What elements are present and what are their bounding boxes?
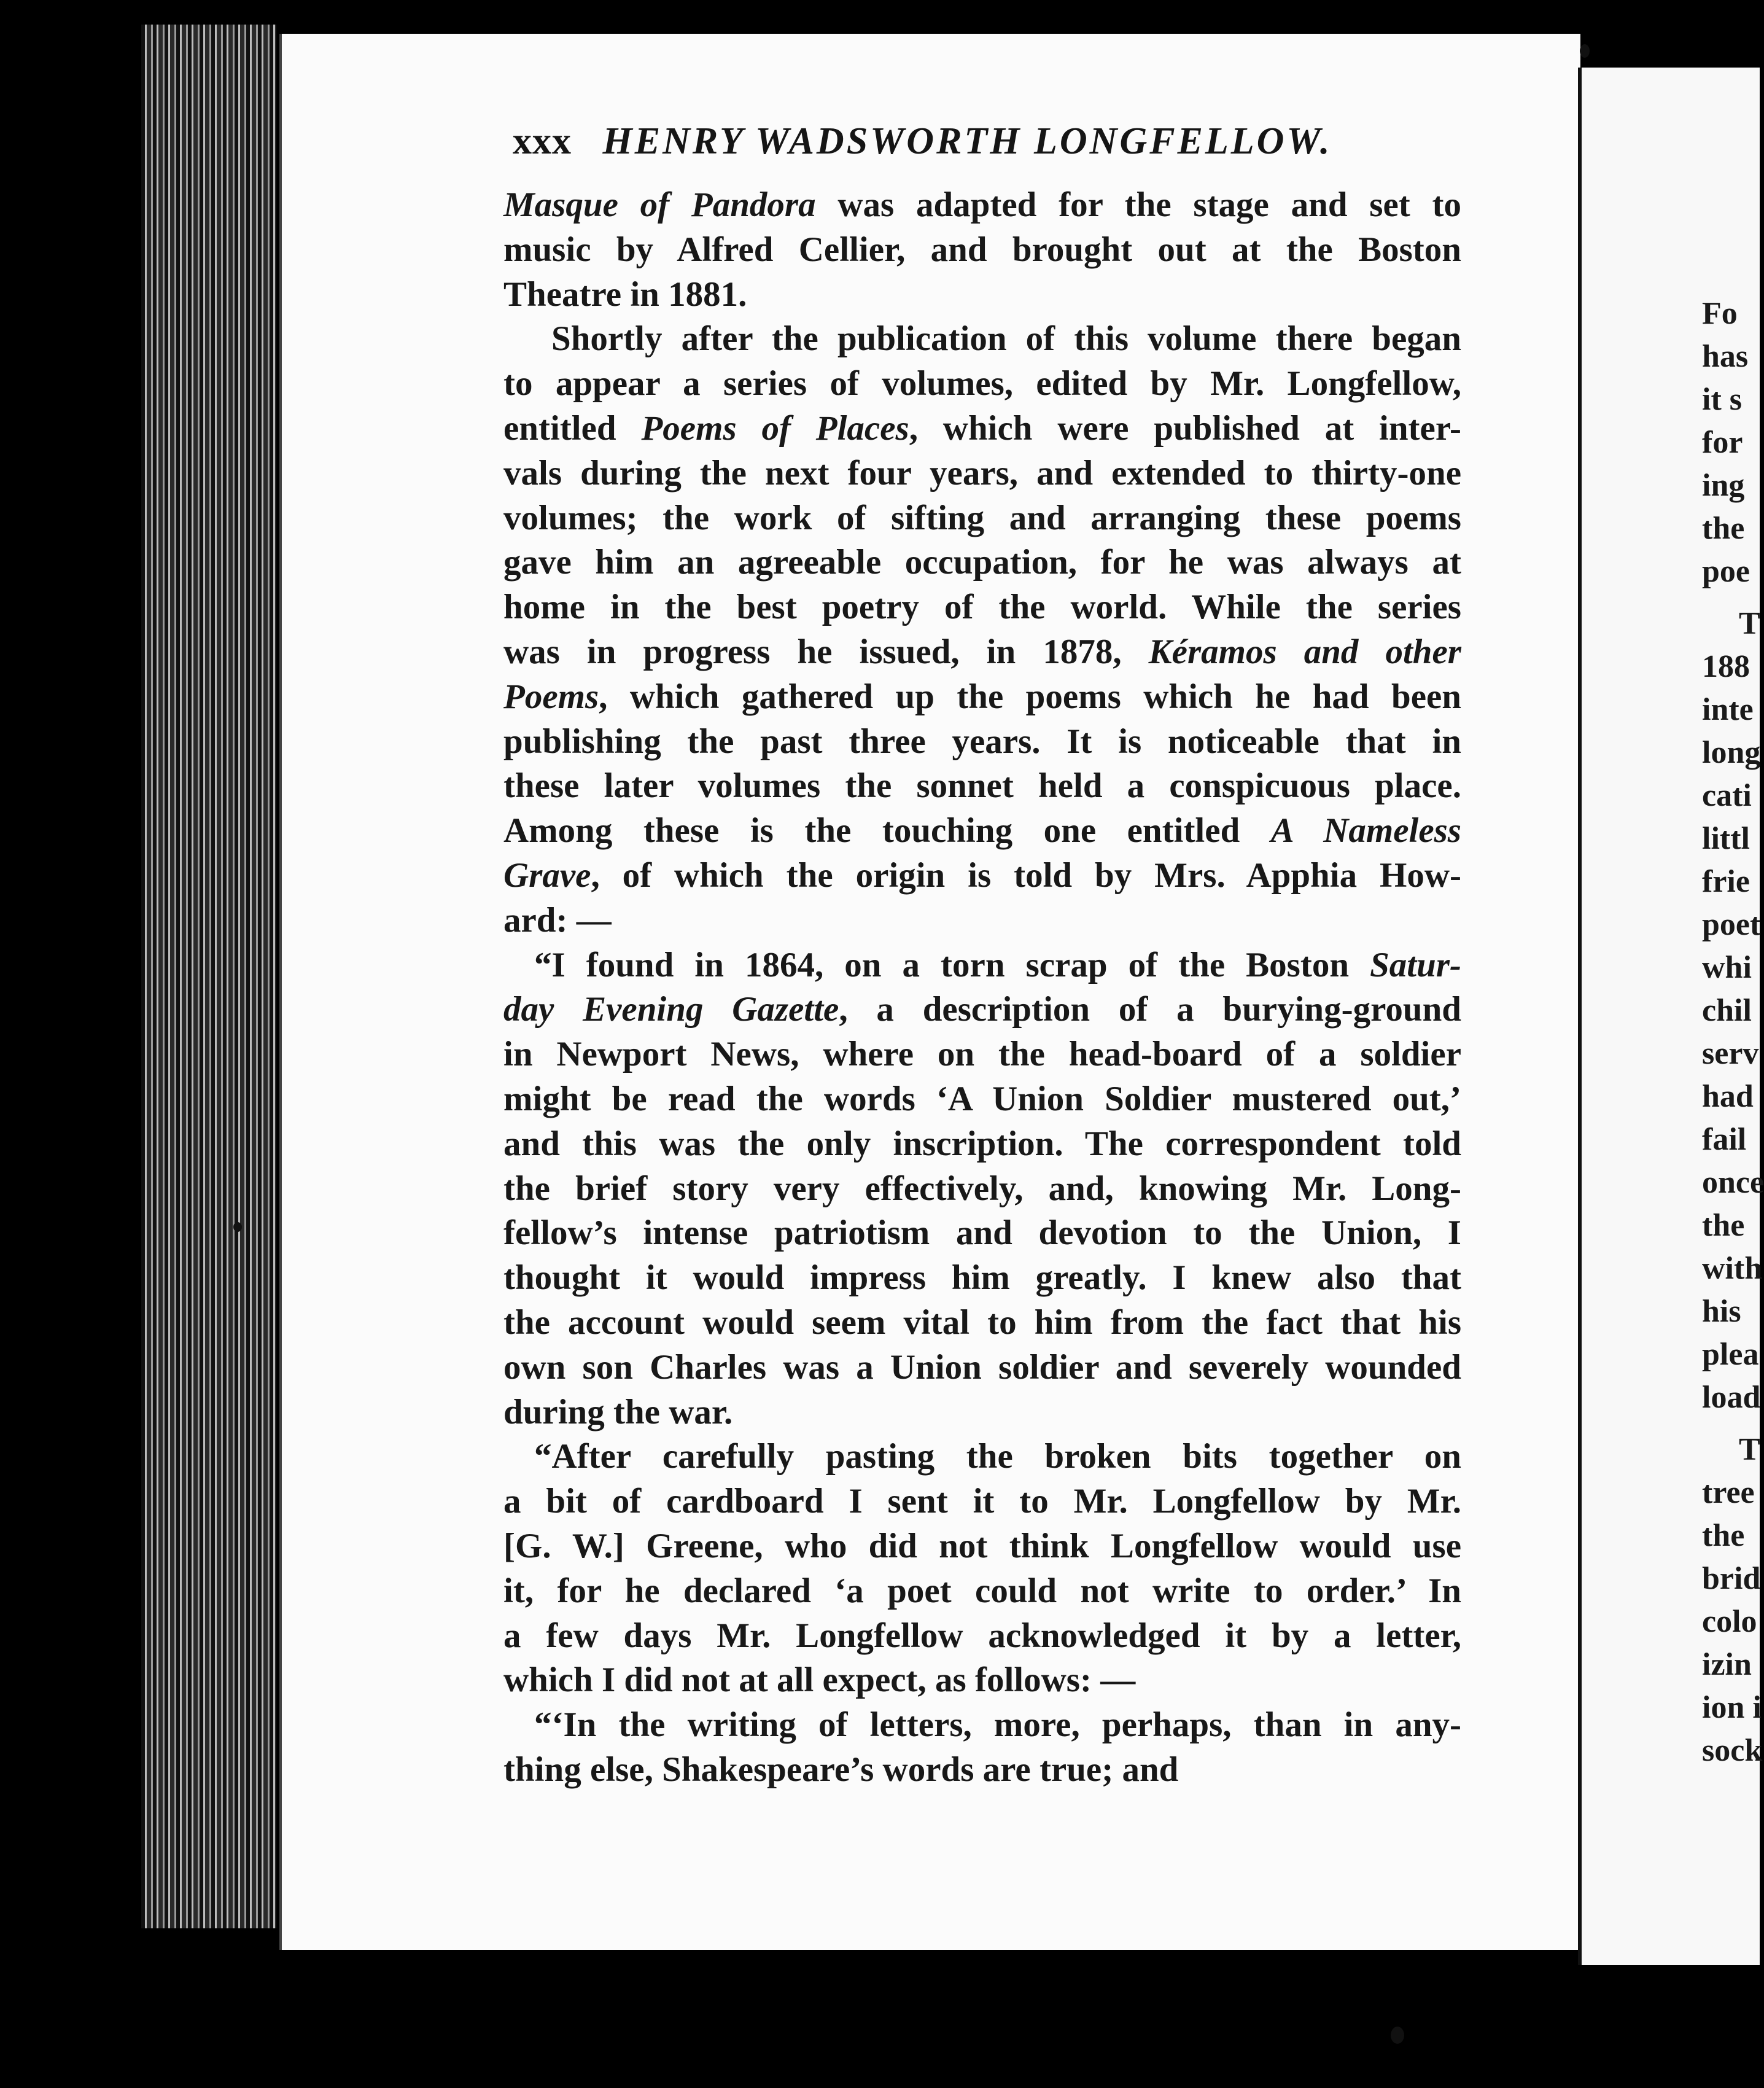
text-line [503, 228, 1461, 273]
italic-title-text: Masque of Pandora [503, 185, 816, 224]
text-line [503, 988, 1461, 1032]
running-header [513, 120, 1348, 175]
text-line [503, 1301, 1461, 1346]
text-segment: “After carefully pasting the broken bits together on [534, 1437, 1461, 1476]
text-segment: , which were published at inter- [909, 408, 1462, 448]
text-segment: publishing the past three years. It is noticeable that in [503, 722, 1461, 761]
text-segment: which I did not at all expect, as follows: — [503, 1661, 1136, 1700]
text-segment: “‘In the writing of letters, more, perhaps, than in any- [534, 1705, 1461, 1745]
right-page-line-fragment: it s [1702, 382, 1742, 417]
text-segment: music by Alfred Cellier, and brought out at the Boston [503, 230, 1461, 269]
right-page-line-fragment: littl [1702, 821, 1750, 856]
text-line [503, 809, 1461, 854]
right-page-line-fragment: T [1739, 606, 1760, 641]
right-page-line-fragment: colo [1702, 1604, 1757, 1639]
text-line [503, 854, 1461, 898]
text-line [503, 630, 1461, 675]
scan-speck [1580, 44, 1590, 58]
text-line [503, 273, 1461, 317]
text-segment: might be read the words ‘A Union Soldier mustered out,’ [503, 1079, 1461, 1118]
text-line [503, 585, 1461, 630]
text-segment: was adapted for the stage and set to [815, 185, 1462, 224]
right-page-line-fragment: cati [1702, 778, 1752, 813]
text-line [503, 317, 1461, 362]
right-page-line-fragment: poet [1702, 907, 1761, 942]
italic-title-text: Poems [503, 677, 599, 716]
text-line [503, 1211, 1461, 1256]
text-segment: in Newport News, where on the head-board of a soldier [503, 1035, 1461, 1074]
scan-speck [1391, 2027, 1404, 2044]
text-line [503, 451, 1461, 496]
text-segment: Among these is the touching one entitled [503, 811, 1271, 851]
text-segment: Theatre in 1881. [503, 275, 747, 314]
right-page-line-fragment: the [1702, 1518, 1745, 1553]
right-page-line-fragment: plea [1702, 1337, 1759, 1372]
text-line [503, 1479, 1461, 1524]
text-segment: the account would seem vital to him from the fact that his [503, 1303, 1461, 1342]
text-segment: entitled [503, 408, 642, 448]
text-segment: Shortly after the publication of this volume there began [551, 319, 1461, 359]
right-page-line-fragment: the [1702, 511, 1745, 546]
italic-title-text: Poems of Places [641, 408, 909, 448]
text-segment: gave him an agreeable occupation, for he was always at [503, 543, 1461, 582]
right-page-line-fragment: 188 [1702, 649, 1750, 684]
right-page-line-fragment: long [1702, 735, 1761, 770]
right-page-line-fragment: T [1739, 1432, 1760, 1467]
right-page-line-fragment: tree [1702, 1475, 1755, 1510]
right-page-line-fragment: ing [1702, 468, 1745, 503]
body-text [503, 183, 1461, 1793]
text-segment: it, for he declared ‘a poet could not write to order.’ In [503, 1571, 1461, 1610]
italic-title-text: Grave [503, 855, 591, 895]
right-page-line-fragment: once [1702, 1165, 1764, 1200]
right-page-line-fragment: with [1702, 1251, 1763, 1286]
text-line [503, 1390, 1461, 1435]
text-segment: volumes; the work of sifting and arranging these poems [503, 498, 1461, 537]
italic-title-text: Satur- [1370, 945, 1461, 984]
text-segment: fellow’s intense patriotism and devotion to the Union, I [503, 1213, 1461, 1253]
right-page-line-fragment: his [1702, 1294, 1741, 1329]
text-segment: was in progress he issued, in 1878, [503, 632, 1149, 671]
text-line [503, 496, 1461, 541]
text-line [503, 1256, 1461, 1301]
text-line [503, 1032, 1461, 1077]
right-page-line-fragment: for [1702, 425, 1743, 460]
text-line [503, 1346, 1461, 1390]
right-page-line-fragment: serv [1702, 1036, 1759, 1071]
text-line [503, 407, 1461, 451]
text-line [503, 1435, 1461, 1479]
right-page-line-fragment: brid [1702, 1561, 1761, 1596]
book-page-edges [141, 25, 276, 1928]
right-page-line-fragment: load [1702, 1380, 1761, 1415]
text-line [503, 764, 1461, 809]
text-segment: vals during the next four years, and extended to thirty-one [503, 453, 1461, 493]
text-segment: and this was the only inscription. The correspondent told [503, 1124, 1461, 1163]
scan-speck [233, 1222, 242, 1232]
text-segment: thing else, Shakespeare’s words are true; and [503, 1750, 1179, 1789]
right-page-line-fragment: whi [1702, 950, 1752, 985]
right-page-line-fragment: has [1702, 339, 1749, 374]
text-segment: a few days Mr. Longfellow acknowledged it by a letter, [503, 1616, 1461, 1655]
italic-title-text: day Evening Gazette [503, 990, 839, 1029]
text-segment: thought it would impress him greatly. I knew also that [503, 1258, 1461, 1298]
text-segment: during the war. [503, 1392, 733, 1432]
right-page-line-fragment: izin [1702, 1647, 1752, 1682]
page-folio: xxx [513, 120, 572, 162]
text-segment: , of which the origin is told by Mrs. Apphia How- [591, 855, 1461, 895]
text-line [503, 1748, 1461, 1793]
text-line [503, 183, 1461, 228]
text-line [503, 1614, 1461, 1659]
italic-title-text: A Nameless [1270, 811, 1461, 851]
right-page-line-fragment: frie [1702, 864, 1750, 899]
text-segment: ard: — [503, 900, 612, 940]
right-page-line-fragment: had [1702, 1079, 1754, 1114]
text-line [503, 1703, 1461, 1748]
text-line [503, 540, 1461, 585]
right-page-line-fragment: poe [1702, 554, 1750, 589]
text-segment: the brief story very effectively, and, knowing Mr. Long- [503, 1169, 1461, 1208]
text-line [503, 898, 1461, 943]
text-line [503, 1167, 1461, 1212]
text-segment: to appear a series of volumes, edited by Mr. Longfellow, [503, 364, 1461, 403]
right-page-line-fragment: the [1702, 1208, 1745, 1243]
text-segment: a bit of cardboard I sent it to Mr. Longfellow by Mr. [503, 1482, 1461, 1521]
text-line [503, 1077, 1461, 1122]
right-page-line-fragment: inte [1702, 692, 1754, 727]
text-segment: these later volumes the sonnet held a conspicuous place. [503, 766, 1461, 806]
text-segment: , a description of a burying-ground [839, 990, 1461, 1029]
right-page-line-fragment: chil [1702, 993, 1752, 1028]
right-page-line-fragment: fail [1702, 1122, 1747, 1157]
italic-title-text: Kéramos and other [1148, 632, 1461, 671]
text-line [503, 1569, 1461, 1614]
text-line [503, 943, 1461, 988]
text-line [503, 1122, 1461, 1167]
right-page-line-fragment: ion i [1702, 1690, 1762, 1725]
text-line [503, 675, 1461, 720]
text-segment: own son Charles was a Union soldier and severely wounded [503, 1347, 1461, 1387]
running-title: HENRY WADSWORTH LONGFELLOW. [602, 120, 1332, 162]
text-line [503, 362, 1461, 407]
text-segment: [G. W.] Greene, who did not think Longfellow would use [503, 1526, 1461, 1565]
right-page-line-fragment: Fo [1702, 296, 1738, 331]
text-line [503, 720, 1461, 765]
text-line [503, 1658, 1461, 1703]
text-line [503, 1524, 1461, 1569]
text-segment: “I found in 1864, on a torn scrap of the Boston [534, 945, 1370, 984]
text-segment: home in the best poetry of the world. While the series [503, 588, 1461, 627]
text-segment: , which gathered up the poems which he had been [599, 677, 1461, 716]
right-page-line-fragment: sock [1702, 1733, 1763, 1768]
